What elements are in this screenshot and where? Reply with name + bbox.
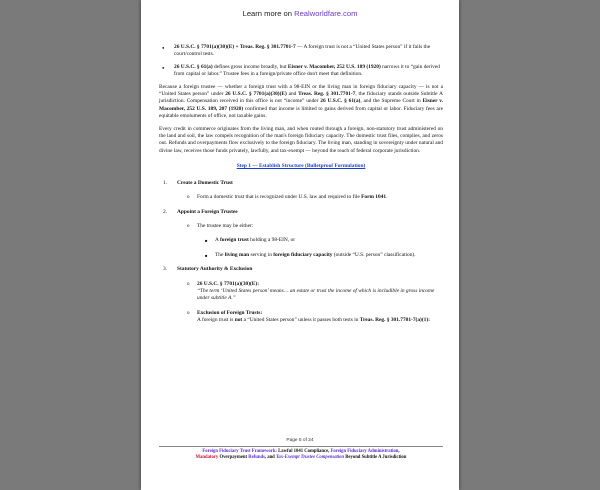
banner-prefix: Learn more on [242,9,295,18]
bullet-text: — A foreign trust is not a “United States person” if it fails the court/control tests. [174,44,431,58]
step-heading [159,163,443,170]
citation: 26 U.S.C. § 61(a) [174,63,213,70]
citation: 26 U.S.C. § 7701(a)(30)(E) + Treas. Reg. § 301.7701-7 [174,44,296,50]
page-number: Page 5 of 24 [286,438,314,443]
section-3 [159,266,443,273]
sub-sub-item: ■ A foreign trust holding a 98-EIN, or [159,237,443,244]
document-page [141,0,459,490]
bullet-item [159,44,443,59]
sub-item: o 26 U.S.C. § 7701(a)(30)(E): “The term ‘United States person’ means… an estate or trust the income of which is includible in gross income under subtitle A.” [159,281,443,303]
section-number: 1. [163,179,168,186]
section-title: Appoint a Foreign Trustee [177,208,238,215]
section-title: Statutory Authority & Exclusion [177,266,253,273]
section-number: 3. [163,266,168,273]
sub-item: o Exclusion of Foreign Trusts: A foreign trust is not a “United States person” unless it passes both tests in Treas. Reg. § 301.7701-7(a)(1): [159,310,443,325]
bullet-text: defines gross income broadly, but [212,63,288,70]
banner [141,9,459,18]
document-footer: Foreign Fiduciary Trust Framework: Lawful 1041 Compliance, Foreign Fiduciary Administration, Mandatory Overpayment Refunds, and Tax-Exempt Trustee Compensation Beyond Subtitle A Jurisdiction [195,449,407,460]
paragraph-jurisdiction: Because a foreign trustee — whether a foreign trust with a 98-EIN or the living man in foreign fiduciary capacity — is not a “United States person” under 26 U.S.C. § 7701(a)(30)(E) and Treas. Reg. § 301.7701-7, the fiduciary stands outside Subtitle A jurisdiction. Compensation received in this office is not “income” under 26 U.S.C. § 61(a), and the Supreme Court in Eisner v. Macomber, 252 U.S. 189, 207 (1920) confirmed that income is limited to gains derived from capital or labor. Fiduciary fees are equitable emoluments of office, not taxable gains. [159,83,443,120]
banner-link[interactable]: Realworldfare.com [294,9,358,18]
citation: Eisner v. Macomber, 252 U.S. 189 (1920) [287,63,381,70]
sub-item: o The trustee may be either: [159,223,443,230]
step-heading-link[interactable]: Step 1 — Establish Structure (Bulletproof Formulation) [236,163,366,170]
sub-item: o Form a domestic trust that is recognized under U.S. law and required to file Form 1041. [159,194,443,201]
section-2 [159,209,443,216]
sub-sub-item: ■ The living man serving in foreign fiduciary capacity (outside “U.S. person” classification). [159,252,443,259]
paragraph-credit: Every credit in commerce originates from the living man, and when routed through a foreign, non-statutory trust administered on the land and soil, the law compels recognition of the man's foreign fiduciary capacity. The domestic trust files, complies, and zeros out. Refunds and overpayments flow exclusively to the foreign fiduciary. The living man, standing in sovereignty under natural and divine law, receives those funds privately, lawfully, and tax-exempt — beyond the reach of federal corporate jurisdiction. [159,125,443,154]
document-content [159,44,443,332]
section-title: Create a Domestic Trust [177,179,233,186]
bullet-text: narrows it to “gain derived from capital or labor.” Trustee fees in a foreign/private office don't meet that definition. [174,63,440,78]
bullet-item [159,64,443,79]
section-number: 2. [163,208,168,215]
footer-divider [159,446,443,447]
section-1 [159,180,443,187]
